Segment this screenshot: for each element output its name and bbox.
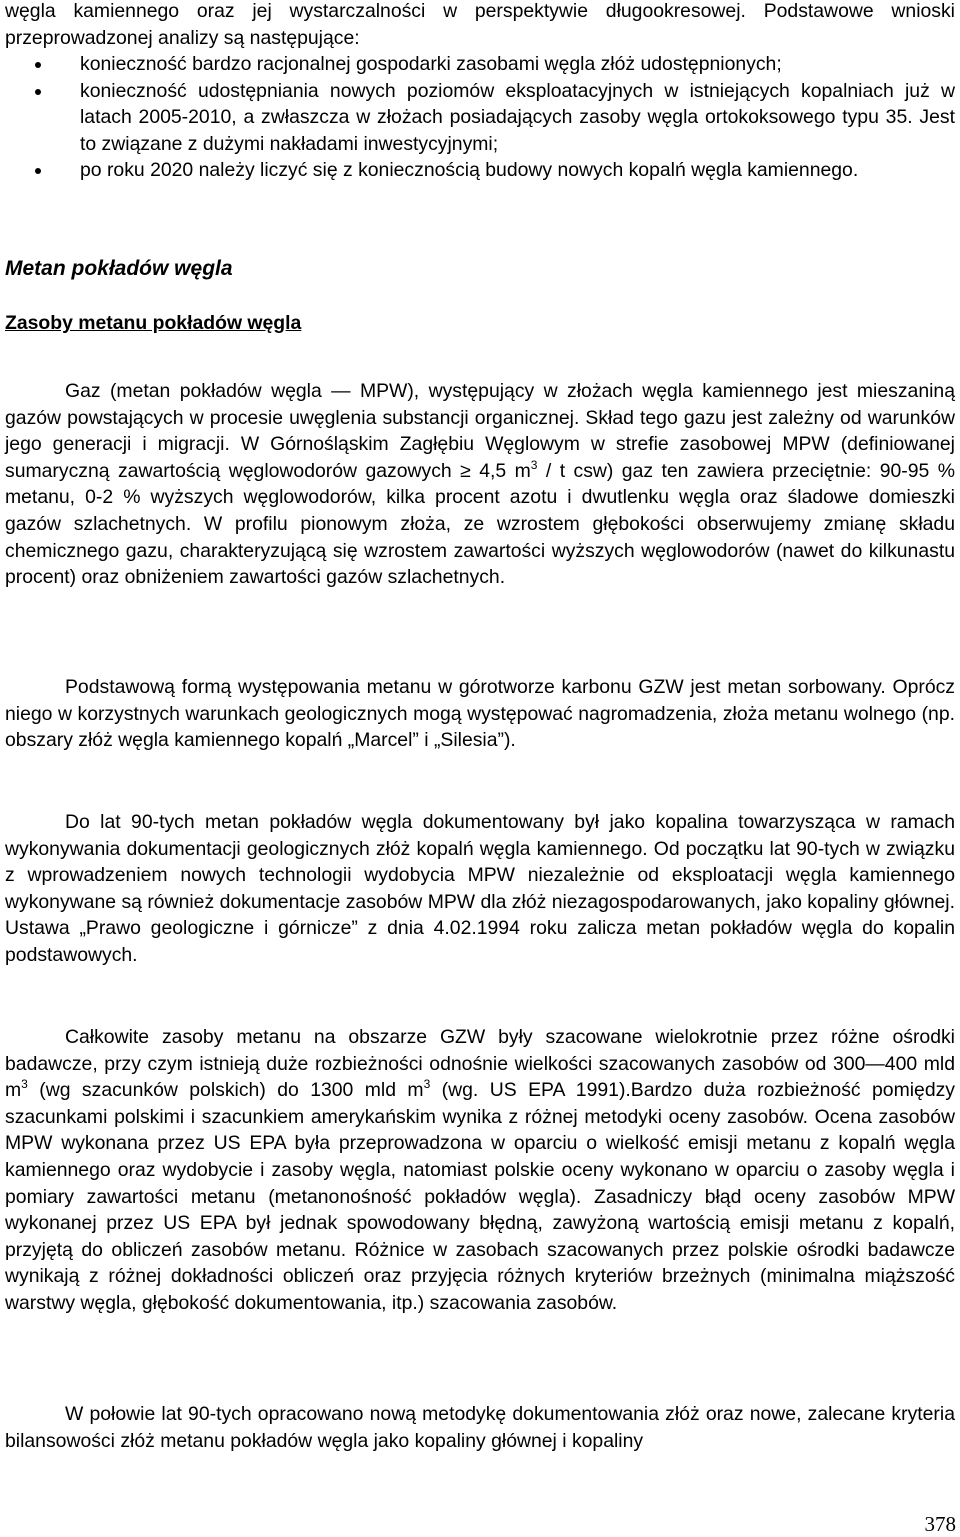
paragraph-gas-composition: Gaz (metan pokładów węgla — MPW), występujący w złożach węgla kamiennego jest mieszaniną gazów powstających w procesie uwęglenia substancji organicznej. Skład tego gazu jest zależny od warunków jego generacji i migracji. W Górnośląskim Zagłębiu Węglowym w strefie zasobowej MPW (definiowanej sumaryczną zawartością węglowodorów gazowych ≥ 4,5 $m^3$ / t csw) gaz ten zawiera przeciętnie: 90-95 % metanu, 0-2 % wyższych węglowodorów, kilka procent azotu i dwutlenku węgla oraz śladowe domieszki gazów szlachetnych. W profilu pionowym złoża, ze wzrostem głębokości obserwujemy zmianę składu chemicznego gazu, charakteryzującą się wzrostem zawartości wyższych węglowodorów (nawet do kilkunastu procent) oraz obniżeniem zawartości gazów szlachetnych. (5, 380, 955, 589)
subsection-heading: Zasoby metanu pokładów węgla (5, 312, 302, 334)
page-number: 378 (924, 1512, 956, 1536)
conclusions-list (5, 51, 955, 184)
section-heading: Metan pokładów węgla (5, 257, 233, 280)
list-item: konieczność bardzo racjonalnej gospodarki zasobami węgla złóż udostępnionych; (5, 51, 955, 78)
bullet-icon (35, 168, 41, 174)
list-item: po roku 2020 należy liczyć się z koniecznością budowy nowych kopalń węgla kamiennego. (5, 157, 955, 184)
bullet-icon (35, 89, 41, 95)
paragraph-methodology: W połowie lat 90-tych opracowano nową metodykę dokumentowania złóż oraz nowe, zalecane kryteria bilansowości złóż metanu pokładów węgla jako kopaliny głównej i kopaliny (5, 1403, 955, 1452)
intro-paragraph: węgla kamiennego oraz jej wystarczalności w perspektywie długookresowej. Podstawowe wnioski przeprowadzonej analizy są następujące: (5, 0, 955, 49)
paragraph-total-resources: Całkowite zasoby metanu na obszarze GZW były szacowane wielokrotnie przez różne ośrodki badawcze, przy czym istnieją duże rozbieżności odnośnie wielkości szacowanych zasobów od 300—400 mld $m^3$ (wg szacunków polskich) do 1300 mld $m^3$ (wg. US EPA 1991).Bardzo duża rozbieżność pomiędzy szacunkami polskimi i szacunkiem amerykańskim wynika z różnej metodyki oceny zasobów. Ocena zasobów MPW wykonana przez US EPA była przeprowadzona w oparciu o wielkość emisji metanu z kopalń węgla kamiennego oraz wydobycie i zasoby węgla, natomiast polskie oceny wykonano w oparciu o zasoby węgla i pomiary zawartości metanu (metanonośność pokładów węgla). Zasadniczy błąd oceny zasobów MPW wykonanej przez US EPA był jednak spowodowany błędną, zawyżoną wartością emisji metanu z kopalń, przyjętą do obliczeń zasobów metanu. Różnice w zasobach szacowanych przez polskie ośrodki badawcze wynikają z różnej dokładności obliczeń oraz przyjęcia różnych kryteriów brzeżnych (minimalna miąższość warstwy węgla, głębokość dokumentowania, itp.) szacowania zasobów. (5, 1026, 955, 1314)
list-item: konieczność udostępniania nowych poziomów eksploatacyjnych w istniejących kopalniach już w latach 2005-2010, a zwłaszcza w złożach posiadających zasoby węgla ortokoksowego typu 35. Jest to związane z dużymi nakładami inwestycyjnymi; (5, 78, 955, 158)
paragraph-documentation: Do lat 90-tych metan pokładów węgla dokumentowany był jako kopalina towarzysząca w ramach wykonywania dokumentacji geologicznych złóż kopalń węgla kamiennego. Od początku lat 90-tych w związku z wprowadzeniem nowych technologii wydobycia MPW niezależnie od eksploatacji węgla kamiennego wykonywane są również dokumentacje zasobów MPW dla złóż niezagospodarowanych, jako kopaliny głównej. Ustawa „Prawo geologiczne i górnicze” z dnia 4.02.1994 roku zalicza metan pokładów węgla do kopalin podstawowych. (5, 811, 955, 966)
paragraph-sorbed-methane: Podstawową formą występowania metanu w górotworze karbonu GZW jest metan sorbowany. Oprócz niego w korzystnych warunkach geologicznych mogą występować nagromadzenia, złoża metanu wolnego (np. obszary złóż węgla kamiennego kopalń „Marcel” i „Silesia”). (5, 676, 955, 752)
bullet-icon (35, 62, 41, 68)
